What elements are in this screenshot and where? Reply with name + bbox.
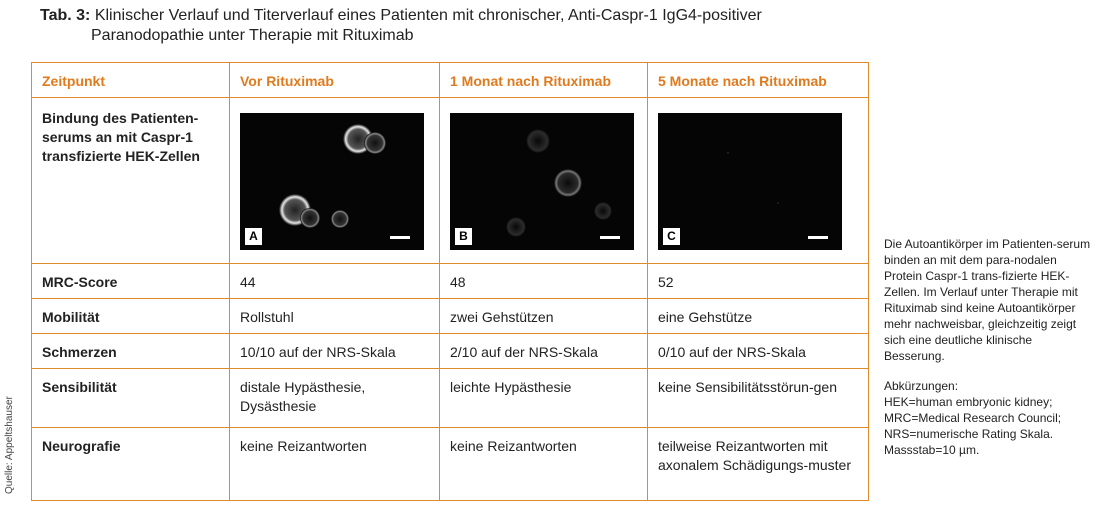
header-vor-rituximab: Vor Rituximab: [240, 73, 334, 89]
fluorescent-cells-image: [240, 113, 424, 250]
micrograph-b: [450, 113, 634, 250]
table-cell: zwei Gehstützen: [450, 309, 554, 325]
row-divider: [32, 298, 868, 299]
table-cell: 48: [450, 274, 466, 290]
column-divider: [647, 63, 648, 500]
header-zeitpunkt: Zeitpunkt: [42, 73, 105, 89]
panel-letter-b: B: [455, 228, 472, 245]
source-credit: Quelle: Appeltshauser: [4, 396, 15, 494]
table-cell: 10/10 auf der NRS-Skala: [240, 344, 396, 360]
table-number: Tab. 3:: [40, 7, 91, 24]
scale-bar: [600, 236, 620, 239]
fluorescent-cells-image: [658, 113, 842, 250]
abbreviation-hek: HEK=human embryonic kidney;: [884, 395, 1053, 409]
table-cell: keine Sensibilitätsstörun-gen: [658, 379, 837, 395]
row-label-schmerzen: Schmerzen: [42, 344, 117, 360]
abbreviation-mrc: MRC=Medical Research Council;: [884, 411, 1062, 425]
table-cell: leichte Hypästhesie: [450, 379, 572, 395]
row-divider: [32, 97, 868, 98]
table-title: [40, 6, 860, 46]
row-label-sensibilitaet: Sensibilität: [42, 379, 117, 395]
micrograph-a: [240, 113, 424, 250]
table-cell: keine Reizantworten: [240, 438, 367, 454]
fluorescent-cells-image: [450, 113, 634, 250]
row-label-binding: Bindung des Patienten-serums an mit Caspr-1 transfizierte HEK-Zellen: [42, 110, 200, 164]
row-divider: [32, 333, 868, 334]
title-line-1: Klinischer Verlauf und Titerverlauf eines Patienten mit chronischer, Anti-Caspr-1 IgG4-positiver: [94, 7, 762, 24]
scale-bar: [808, 236, 828, 239]
row-label-mrc: MRC-Score: [42, 274, 118, 290]
row-label-mobilitaet: Mobilität: [42, 309, 100, 325]
table-cell: 2/10 auf der NRS-Skala: [450, 344, 598, 360]
row-label-neurografie: Neurografie: [42, 438, 121, 454]
header-5-monate: 5 Monate nach Rituximab: [658, 73, 827, 89]
header-1-monat: 1 Monat nach Rituximab: [450, 73, 612, 89]
abbreviation-nrs: NRS=numerische Rating Skala.: [884, 427, 1054, 441]
clinical-course-table: [31, 62, 869, 501]
column-divider: [229, 63, 230, 500]
caption-description: Die Autoantikörper im Patienten-serum binden an mit dem para-nodalen Protein Caspr-1 trans-fizierte HEK-Zellen. Im Verlauf unter Therapie mit Rituximab sind keine Autoantikörper mehr nachweisbar, gleichzeitig zeigt sich eine deutliche klinische Besserung.: [884, 237, 1091, 363]
table-cell: 0/10 auf der NRS-Skala: [658, 344, 806, 360]
row-divider: [32, 368, 868, 369]
table-cell: distale Hypästhesie, Dysästhesie: [240, 379, 366, 414]
table-cell: teilweise Reizantworten mit axonalem Schädigungs-muster: [658, 438, 851, 473]
table-cell: 44: [240, 274, 256, 290]
column-divider: [439, 63, 440, 500]
scale-note: Massstab=10 µm.: [884, 443, 980, 457]
row-divider: [32, 263, 868, 264]
abbreviations-title: Abkürzungen:: [884, 379, 959, 393]
row-divider: [32, 427, 868, 428]
table-cell: eine Gehstütze: [658, 309, 753, 325]
panel-letter-c: C: [663, 228, 680, 245]
title-line-2: Paranodopathie unter Therapie mit Rituximab: [91, 27, 414, 44]
table-cell: 52: [658, 274, 674, 290]
scale-bar: [390, 236, 410, 239]
table-cell: Rollstuhl: [240, 309, 294, 325]
figure-caption: [884, 236, 1094, 458]
micrograph-c: [658, 113, 842, 250]
table-cell: keine Reizantworten: [450, 438, 577, 454]
panel-letter-a: A: [245, 228, 262, 245]
